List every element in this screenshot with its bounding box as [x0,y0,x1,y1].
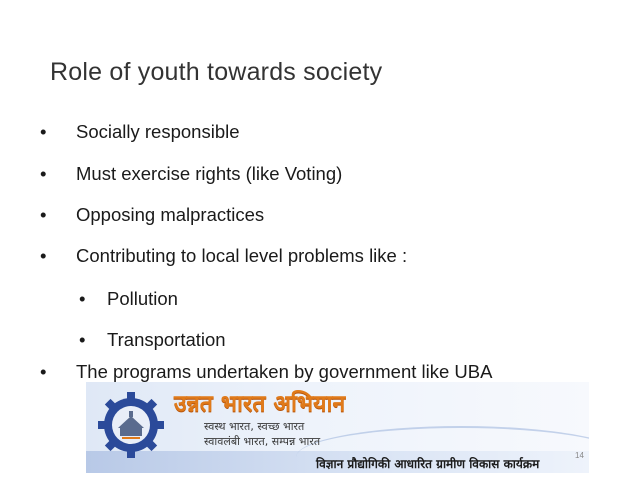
bullet-item [40,361,493,383]
bullet-dot: • [40,361,47,382]
bullet-item [40,121,240,143]
bullet-text: Contributing to local level problems like : [76,245,408,266]
banner-tagline: विज्ञान प्रौद्योगिकी आधारित ग्रामीण विकास कार्यक्रम [316,457,540,471]
bullet-text: Opposing malpractices [76,204,265,225]
bullet-dot: • [40,245,47,266]
page-number: 14 [575,451,584,460]
bullet-item [40,204,265,226]
bullet-dot: • [79,288,86,309]
bullet-dot: • [40,204,47,225]
slide-title: Role of youth towards society [50,58,383,86]
bullet-text: Transportation [107,329,226,350]
banner-line-1: स्वस्थ भारत, स्वच्छ भारत [204,420,305,433]
uba-gear-logo-icon [96,390,166,460]
bullet-text: Socially responsible [76,121,240,142]
bullet-dot: • [79,329,86,350]
bullet-dot: • [40,163,47,184]
bullet-dot: • [40,121,47,142]
bullet-item [40,163,343,185]
bullet-item [40,245,408,267]
sub-bullet-item [79,288,178,310]
bullet-text: The programs undertaken by government like UBA [76,361,493,382]
banner-line-2: स्वावलंबी भारत, सम्पन्न भारत [204,435,321,448]
bullet-text: Must exercise rights (like Voting) [76,163,343,184]
banner-title: उन्नत भारत अभियान [174,391,346,417]
uba-banner [86,382,589,473]
bullet-text: Pollution [107,288,178,309]
sub-bullet-item [79,329,226,351]
